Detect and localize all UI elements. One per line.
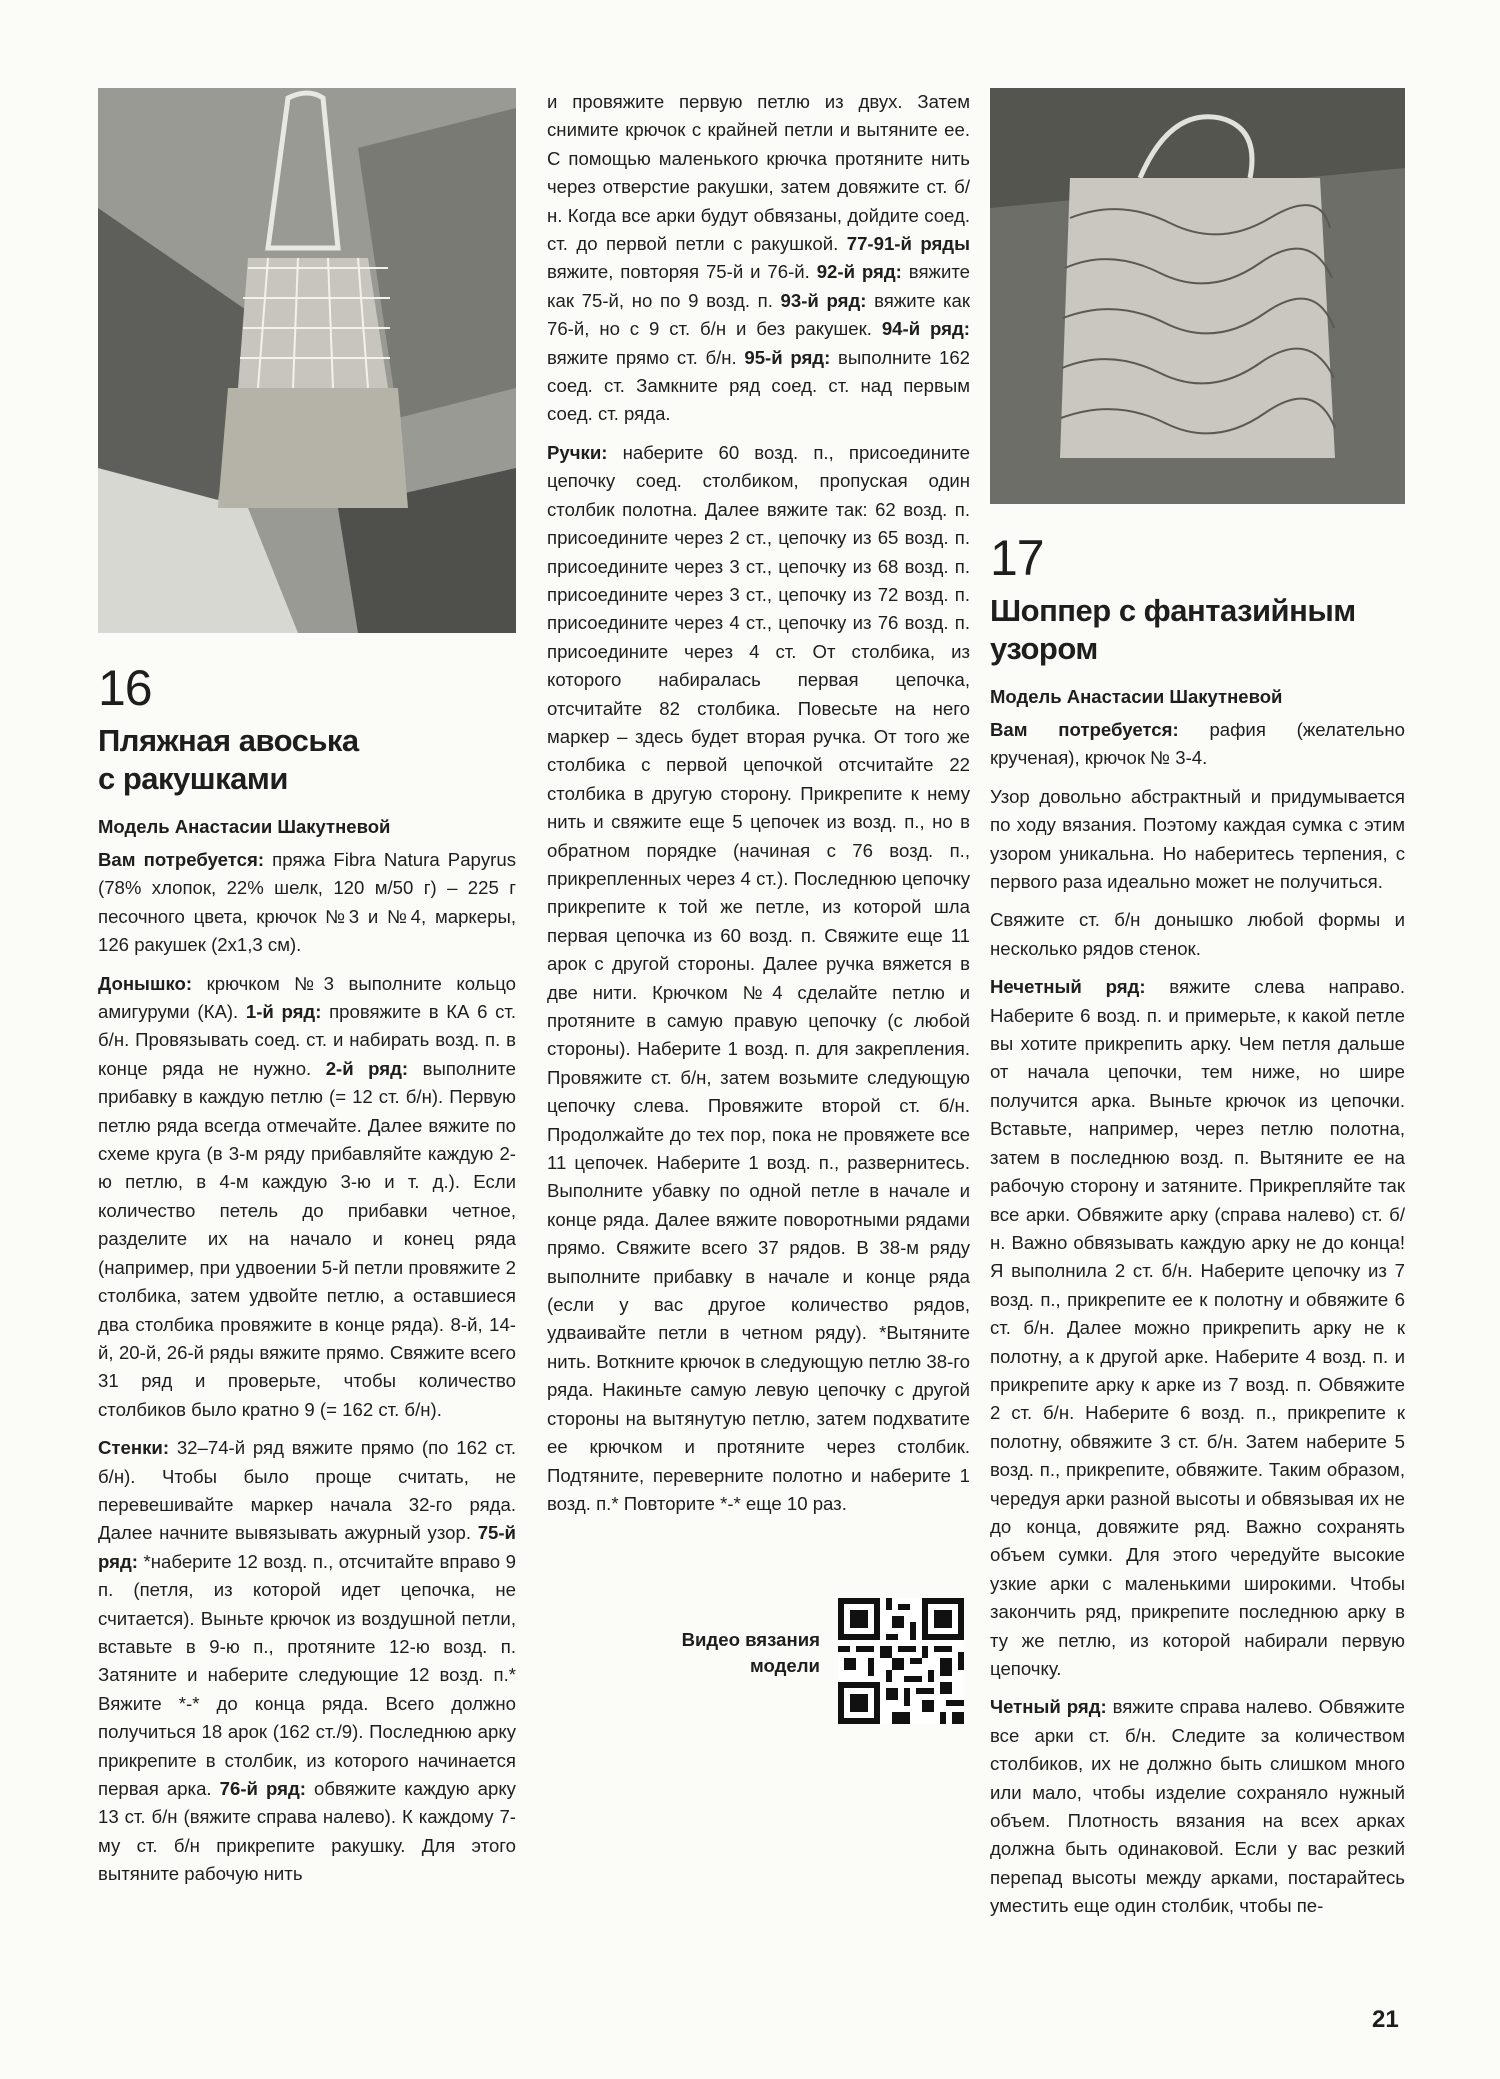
- pattern-title: Пляжная авоська с ракушками: [98, 723, 359, 796]
- qr-code-icon[interactable]: [838, 1598, 964, 1724]
- beach-bag-photo: [98, 88, 516, 633]
- pattern-17-column: [990, 530, 1405, 1931]
- pattern-number: 17: [990, 530, 1044, 586]
- page-number: 21: [1372, 2006, 1399, 2033]
- materials-paragraph: Вам потребуется: пряжа Fibra Natura Papyrus (78% хлопок, 22% шелк, 120 м/50 г) – 225 г песочного цвета, крючок №3 и №4, маркеры, 126 ракушек (2х1,3 см).: [98, 849, 516, 956]
- pattern-author: Модель Анастасии Шакутневой: [98, 816, 391, 837]
- even-row-paragraph: Четный ряд: вяжите справа налево. Обвяжите все арки ст. б/н. Следите за количеством столбиков, их не должно быть слишком много или мало, чтобы изделие сохраняло нужный объем. Плотность вязания на всех арках должна быть одинаковой. Если у вас резкий перепад высоты между арками, постарайтесь уместить еще один столбик, чтобы пе-: [990, 1696, 1405, 1917]
- intro-paragraph-2: Свяжите ст. б/н донышко любой формы и несколько рядов стенок.: [990, 909, 1405, 959]
- intro-paragraph: Узор довольно абстрактный и придумывается по ходу вязания. Поэтому каждая сумка с этим узором уникальна. Но наберитесь терпения, с первого раза идеально может не получиться.: [990, 785, 1405, 893]
- pattern-16-continued-column: [547, 88, 970, 1528]
- video-caption: Видео вязания модели: [681, 1629, 820, 1676]
- odd-row-paragraph: Нечетный ряд: вяжите слева направо. Наберите 6 возд. п. и примерьте, к какой петле вы хотите прикрепить арку. Чем петля дальше от начала цепочки, тем ниже, но шире получится арка. Выньте крючок из цепочки. Вставьте, например, через петлю полотна, затем в последнюю возд. п. Вытяните ее на рабочую сторону и затяните. Прикрепляйте так все арки. Обвяжите арку (справа налево) ст. б/н. Важно обвязывать каждую арку не до конца! Я выполнила 2 ст. б/н. Наберите цепочку из 7 возд. п., прикрепите ее к полотну и обвяжите 6 ст. б/н. Далее можно прикрепить арку не к полотну, а к другой арке. Наберите 4 возд. п. и прикрепите арку к арке из 7 возд. п. Обвяжите 2 ст. б/н. Наберите 6 возд. п., прикрепите к полотну, обвяжите 3 ст. б/н. Затем наберите 5 возд. п., прикрепите, обвяжите. Таким образом, чередуя арки разной высоты и обвязывая их не до конца, довяжите ряд. Важно сохранять объем сумки. Для этого чередуйте высокие узкие арки с маленькими широкими. Чтобы закончить ряд, прикрепите последнюю арку в ту же петлю, из которой набирали первую цепочку.: [990, 976, 1405, 1679]
- pattern-author: Модель Анастасии Шакутневой: [990, 686, 1283, 707]
- pattern-number: 16: [98, 660, 152, 716]
- pattern-16-column: [98, 660, 516, 1899]
- walls-paragraph: Стенки: 32–74-й ряд вяжите прямо (по 162 ст. б/н). Чтобы было проще считать, не перевешивайте маркер начала 32-го ряда. Далее начните вывязывать ажурный узор. 75-й ряд: *наберите 12 возд. п., отсчитайте вправо 9 п. (петля, из которой идет цепочка, не считается). Выньте крючок из воздушной петли, вставьте в 9-ю п., протяните 12-ю возд. п. Затяните и наберите следующие 12 возд. п.* Вяжите *-* до конца ряда. Всего должно получиться 18 арок (162 ст./9). Последнюю арку прикрепите в столбик, из которого начинается первая арка. 76-й ряд: обвяжите каждую арку 13 ст. б/н (вяжите справа налево). К каждому 7-му ст. б/н прикрепите ракушку. Для этого вытяните рабочую нить: [98, 1437, 516, 1885]
- materials-paragraph: Вам потребуется: рафия (желательно крученая), крючок № 3-4.: [990, 719, 1405, 769]
- shopper-bag-photo: [990, 88, 1405, 504]
- rows-paragraph: и провяжите первую петлю из двух. Затем снимите крючок с крайней петли и вытяните ее. С помощью маленького крючка протяните нить через отверстие ракушки, затем довяжите ст. б/н. Когда все арки будут обвязаны, дойдите соед. ст. до первой петли с ракушкой. 77-91-й ряды вяжите, повторяя 75-й и 76-й. 92-й ряд: вяжите как 75-й, но по 9 возд. п. 93-й ряд: вяжите как 76-й, но с 9 ст. б/н и без ракушек. 94-й ряд: вяжите прямо ст. б/н. 95-й ряд: выполните 162 соед. ст. Замкните ряд соед. ст. над первым соед. ст. ряда.: [547, 91, 971, 425]
- bottom-paragraph: Донышко: крючком №3 выполните кольцо амигуруми (КА). 1-й ряд: провяжите в КА 6 ст. б/н. Провязывать соед. ст. и набирать возд. п. в конце ряда не нужно. 2-й ряд: выполните прибавку в каждую петлю (= 12 ст. б/н). Первую петлю ряда всегда отмечайте. Далее вяжите по схеме круга (в 3-м ряду прибавляйте каждую 2-ю петлю, в 4-м каждую 3-ю и т. д.). Если количество петель до прибавки четное, разделите их на начало и конец ряда (например, при удвоении 5-й петли провяжите 2 столбика, затем удвойте петлю, а оставшиеся два столбика провяжите в конце ряда). 8-й, 14-й, 20-й, 26-й ряды вяжите прямо. Свяжите всего 31 ряд и проверьте, чтобы количество столбиков было кратно 9 (= 162 ст. б/н).: [98, 972, 517, 1420]
- pattern-title: Шоппер с фантазийным узором: [990, 593, 1356, 666]
- handles-paragraph: Ручки: наберите 60 возд. п., присоедините цепочку соед. столбиком, пропуская один столбик полотна. Далее вяжите так: 62 возд. п. присоедините через 2 ст., цепочку из 65 возд. п. присоедините через 3 ст., цепочку из 68 возд. п. присоедините через 3 ст., цепочку из 72 возд. п. присоедините через 4 ст., цепочку из 76 возд. п. присоедините через 4 ст. От столбика, из которого набиралась первая цепочка, отсчитайте 82 столбика. Повесьте на него маркер – здесь будет вторая ручка. От того же столбика с первой цепочкой отсчитайте 22 столбика в другую сторону. Прикрепите к нему нить и свяжите еще 5 цепочек из возд. п., но в обратном порядке (начиная с 76 возд. п., прикрепленных через 4 ст.). Последнюю цепочку прикрепите к той же петле, из которой шла первая цепочка из 60 возд. п. Свяжите еще 11 арок с другой стороны. Далее ручка вяжется в две нити. Крючком №4 сделайте петлю и протяните в самую правую цепочку (с любой стороны). Наберите 1 возд. п. для закрепления. Провяжите ст. б/н, затем возьмите следующую цепочку слева. Провяжите второй ст. б/н. Продолжайте до тех пор, пока не провяжете все 11 цепочек. Наберите 1 возд. п., развернитесь. Выполните убавку по одной петле в начале и конце ряда. Далее вяжите поворотными рядами прямо. Свяжите всего 37 рядов. В 38-м ряду выполните прибавку в начале и конце ряда (если у вас другое количество рядов, удваивайте петли в четном ряду). *Вытяните нить. Воткните крючок в следующую петлю 38-го ряда. Накиньте самую левую цепочку с другой стороны на вытянутую петлю, затем подхватите ее крючком и протяните через столбик. Подтяните, переверните полотно и наберите 1 возд. п.* Повторите *-* еще 10 раз.: [547, 441, 970, 1514]
